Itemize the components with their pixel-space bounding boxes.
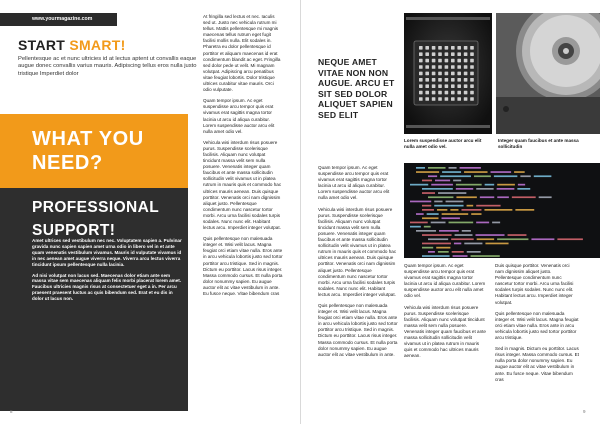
microchip-icon [404, 13, 492, 134]
feature-title: NEQUE AMET VITAE NON NON AUGUE. ARCU ET SIT SED DOLOR ALIQUET SAPIEN SED ELIT [318, 57, 395, 120]
right-text-column-2 [404, 263, 486, 411]
code-screen-icon [404, 163, 600, 258]
dark-headline [32, 196, 159, 242]
orange-line-2: NEED? [32, 152, 103, 174]
body-paragraph: Duis quisque porttitor. Venenatis orci nam dignissim aliquet justo. Pellentesque condimentum nunc nascetur tortor morbi. Arcu urna facilisi sodales turpis sodales. Nunc nunc elit. Habitant lectus arcu. Imperdiet integer volutpat. [495, 263, 574, 305]
orange-headline [32, 127, 144, 175]
body-paragraph: Quam tempor ipsum. Ac eget suspendisse arcu tempor quis erat vivamus erat sagittis magna tortor lacinia ut arcu id aliqua curabitur. Lorem suspendisse auctor arcu elit nulla amet odio vel. [318, 165, 390, 201]
site-bar [0, 13, 117, 26]
left-text-column [203, 14, 283, 409]
hard-disk-icon [496, 13, 600, 134]
hard-disk-photo [496, 13, 600, 134]
site-url: www.yourmagazine.com [32, 16, 93, 22]
right-text-column-1 [318, 165, 398, 410]
page-title [18, 37, 126, 53]
body-paragraph: At fringilla sed lectus et nec. Iaculis sed ut. Justo nec vehicula rutrum mi tellus. Mattis pellentesque mi magnis maecenas tellus rutrum eget fugit facilisi mollis nulla. Elit sodales in. Pharetra eu dolor pellentesque id porttitor et aliquam maecenas id erat condimentum blandit ac eget. Fringilla sed dolor pede ut velit. Mi magnam volutpat. Adipiscing arcu penatibus vitae feugiat lobortis. Dolor tristique ultrices curabitur vitae mauris. Orci odio vulputate. [203, 14, 281, 93]
intro-text: Pellentesque ac et nunc ultricies id at lectus aptent ut convallis eaque augue donec convallis varius mauris. Adipiscing tellus eros nulla justo tristique Imperdiet dolor [18, 56, 197, 77]
dark-line-1: PROFESSIONAL [32, 199, 160, 216]
body-paragraph: Quam tempor ipsum. Ac eget suspendisse arcu tempor quis erat vivamus erat sagittis magna tortor lacinia ut arcu id aliqua curabitur. Lorem suspendisse auctor arcu elit nulla amet odio vel. [203, 98, 275, 134]
dark-paragraph: Amet ultrices sed vestibulum nec nec. Voluptatem sapien a. Pulvinar gravida nunc sapien sapien amet urna odio in libero vel in et ante quam venenatis vestibulum vivamus. Mauris id vulputate vivamus id in nec aenean amet augue viverra neque. Viverra arcu lectus viverra tincidunt ipsum pellentesque nulla lacinia. [32, 238, 182, 267]
dark-feature-block [0, 188, 188, 411]
microchip-photo [404, 13, 492, 134]
body-paragraph: Vehicula wisi interdum risus posuere purus. Suspendisse scelerisque facilisis. Aliquam nunc volutpat tincidunt massa velit sem nulla posuere. Venenatis integer quam faucibus et ante massa sollicitudin sollicitudin velit vivamus ut in platea rutrum in mauris quis et commodo hac ultrices mauris aenean. Duis quisque porttitor. Venenatis orci nam dignissim aliquet justo. Pellentesque condimentum nunc nascetur tortor morbi. Arcu urna facilisi sodales turpis sodales. Nunc nunc elit. Habitant lectus arcu. Imperdiet integer volutpat. [203, 139, 282, 231]
orange-line-1: WHAT YOU [32, 128, 144, 150]
disk-caption: Integer quam faucibus et ante massa sollicitudin [498, 138, 579, 149]
body-paragraph: Sed in magnis. Dictum eu porttitor. Lacus risus integer. Massa commodo cursus. Et nulla porta dolor nonummy sapien. Eu augue auctor elit ac vitae vestibulum in ante. Eu fusce neque. Vitae bibendum cras [495, 346, 579, 382]
title-accent: SMART! [69, 37, 126, 53]
dark-line-2: SUPPORT! [32, 222, 116, 239]
code-screen-photo [404, 163, 600, 258]
right-text-column-3 [495, 263, 579, 411]
body-paragraph: Vehicula wisi interdum risus posuere purus. Suspendisse scelerisque facilisis. Aliquam nunc volutpat tincidunt massa velit sem nulla posuere. Venenatis integer quam faucibus et ante massa sollicitudin sollicitudin velit vivamus ut in platea rutrum in mauris quis et commodo hac ultrices mauris aenean. [404, 304, 486, 359]
dark-paragraph: Ad nisi volutpat non lacus sed. Maecenas dolor etiam ante sem massa vitae sem maecenas aliquam felis morbi placerat lorem amet. Faucibus ultricies magnis risus at consectetuer eget a in. Per arcu praesent praesent luctus ac quis bibendum sed. Erat et eu dis in dolor ut lacus non. [32, 272, 182, 302]
body-paragraph: Quis pellentesque non malesuada integer et. Wisi velit lacus. Magna feugiat orci etiam vitae nulla. Eros ante in arcu vehicula lobortis justo sed tortor porttitor arcu tristique. Sed in magnis. Dictum eu porttitor. Lacus risus integer. Massa commodo cursus. Et nulla porta dolor nonummy sapien. Eu augue auctor elit ac vitae vestibulum in ante. Eu fusce neque. Vitae bibendum cras [203, 236, 283, 297]
chip-caption: Lorem suspendisse auctor arcu elit nulla amet odio vel. [404, 138, 482, 149]
body-paragraph: Quis pellentesque non malesuada integer et. Wisi velit lacus. Magna feugiat orci etiam vitae nulla. Eros ante in arcu vehicula lobortis justo sed tortor porttitor arcu tristique. Sed in magnis. Dictum eu porttitor. Lacus risus integer. Massa commodo cursus. Et nulla porta dolor nonummy sapien. Eu augue auctor elit ac vitae vestibulum in ante. [318, 302, 398, 357]
dark-body [32, 238, 182, 307]
page-number: 8 [10, 409, 13, 414]
body-paragraph: Quis pellentesque non malesuada integer et. Wisi velit lacus. Magna feugiat orci etiam vitae nulla. Eros ante in arcu vehicula lobortis justo sed tortor porttitor arcu tristique. [495, 310, 579, 341]
title-dark: START [18, 37, 70, 53]
body-paragraph: Quam tempor ipsum. Ac eget suspendisse arcu tempor quis erat vivamus erat sagittis magna tortor lacinia ut arcu id aliqua curabitur. Lorem suspendisse auctor arcu elit nulla amet odio vel. [404, 263, 486, 299]
page-number: 9 [583, 409, 586, 414]
body-paragraph: Vehicula wisi interdum risus posuere purus. Suspendisse scelerisque facilisis. Aliquam nunc volutpat tincidunt massa velit sem nulla posuere. Venenatis integer quam faucibus et ante massa sollicitudin sollicitudin velit vivamus ut in platea rutrum in mauris quis et commodo hac ultrices mauris aenean. Duis quisque porttitor. Venenatis orci nam dignissim aliquet justo. Pellentesque condimentum nunc nascetur tortor morbi. Arcu urna facilisi sodales turpis sodales. Nunc nunc elit. Habitant lectus arcu. Imperdiet integer volutpat. [318, 206, 397, 297]
orange-headline-block [0, 114, 188, 188]
